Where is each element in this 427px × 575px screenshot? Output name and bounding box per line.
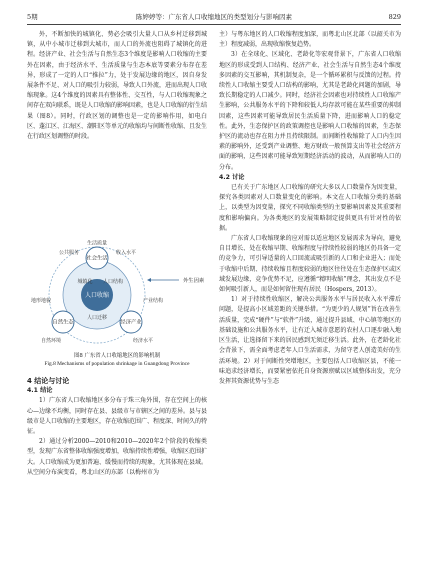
- inner-label-2: 人口结构: [102, 279, 124, 285]
- right-label: 经济产业: [120, 319, 142, 326]
- inner-label-1: 城镇化: [77, 279, 93, 285]
- issue-number: 5期: [27, 13, 38, 21]
- right-sub-1: 产业结构: [142, 298, 164, 304]
- right-column: [219, 30, 401, 387]
- body-paragraph: 2）通过分析2000—2010和2010—2020年2个阶段的收缩类型，发现广东省整体收缩强度增加，收缩持续性增强，收缩区范围扩大。人口收缩成为更加普遍、缓慢而持续的现象，尤其体现在县域。从空间分布演变看，粤北山区的东部（以梅州市为: [27, 438, 208, 476]
- section-title: 4 结论与讨论: [27, 377, 70, 385]
- subsection-title: 4.2 讨论: [219, 173, 245, 181]
- top-sub-3: 生活质量: [86, 240, 108, 247]
- external-factor-label: 外生因素: [183, 278, 205, 284]
- left-sub-1: 地形地貌: [30, 298, 52, 304]
- running-title: 陈婷婷等：广东省人口收缩地区的类型划分与影响因素: [136, 13, 292, 21]
- top-sub-2: 收入水平: [115, 250, 137, 256]
- right-sub-2: 经济水平: [132, 338, 154, 344]
- page-number: 829: [388, 13, 401, 21]
- subsection-title: 4.1 结论: [27, 387, 53, 395]
- body-paragraph: 1）广东省人口收缩地区多分布于珠三角外围，存在空间上的核心—边缘不均衡，同时存在县、县级市与市辖区之间的差异。县与县级市是人口收缩的主要地区，存在收缩范围广、程度深、时间久的特征。: [27, 397, 208, 436]
- center-label: 人口收缩: [84, 292, 110, 299]
- inner-label-3: 人口迁移: [86, 315, 108, 321]
- left-sub-2: 自然环境: [40, 338, 62, 344]
- body-paragraph: 3）在全球化、区域化、老龄化等宏观背景下，广东省人口收缩地区的形成受到人口结构、经济产业、社会生活与自然生态4个维度多因素的交互影响，其机制复杂，是一个循环累积与反馈的过程。持续性人口收缩主要受人口结构的影响，尤其是老龄化问题的加剧，导致长期稳定的人口减少。同时，经济社会因素也对持续性人口收缩产生影响，公共服务水平的下降和较低人均存款可能在某些重要的抑制因素，这些因素可能导致居民生活质量下降，进而影响人口的稳定性。此外，生态保护区的政策调控也是影响人口收缩的因素，生态保护区的流动也存在阻力并且持续限制。而间断性收缩除了人口内生因素的影响外，还受到产业调整、地方财政一般预算支出等社会经济方面的影响，这些因素可能导致短期经济活动的波动，从而影响人口的分布。: [219, 51, 401, 171]
- page-header: [27, 10, 401, 25]
- top-sub-1: 公共服务: [58, 250, 80, 256]
- body-paragraph: 已有关于广东地区人口收缩的研究大多以人口数量作为因变量，探究各类因素对人口数量变化的影响。本文在人口收缩分类的基础上，以类型为因变量，探究不同收缩类型的主要影响因素及其重要程度和影响偏向。为各类地区的发展策略制定提供更具有针对性的依据。: [219, 184, 401, 232]
- left-column-bottom: [27, 376, 207, 478]
- top-label: 社会生活: [86, 255, 108, 262]
- diagram-svg: [27, 240, 207, 348]
- body-paragraph: 1）对于持续性收缩区，解决公共服务水平与居民收入水平滞后问题，是提高小区域差距的关键举措。“为更少的人规划”旨在改善生活质量，完成“硬件”与“软件”升级，通过提升县域、中心镇等地区的基础设施和公共服务水平，让有迁入城市意愿的农村人口逐步融入地区生活，让选择留下来的居民感到无须迁移生活。此外，在老龄化社会背景下，需全面考虑老年人口生活需求，为留守老人创造美好的生活环境。2）对于间断性突增地区，主要包括人口收缩区县，不能一味追求经济增长，而要紧密依托自身资源禀赋以区域整体出发，充分发挥其资源优势与生态: [219, 296, 401, 385]
- left-column-top: [27, 30, 207, 142]
- body-paragraph: 外，不断加快的城镇化、势必会吸引大量人口从乡村迁移到城镇，从中小城市迁移到大城市，而人口的外流也阻碍了城镇化的进程。经济产业、社会生活与自然生态3个维度是影响人口收缩的主要外在因素，由于经济水平、生活质量与生态本底等要素分布存在差异，形成了一定的人口“推拉”力，处于发展边缘的地区，因自身发展条件不足、对人口的吸引力较弱，导致人口外流，进而出现人口收缩现象。这4个维度的因素具有整体性、交互性，与人口收缩现象之间存在双向联系，既是人口收缩的影响因素，也是人口收缩的衍生结果（图8）。同时，行政区划的调整也是一定的影响作用，如电白区、蓬江区、江海区、潮阳区等单元的收缩均与间断性收缩、且发生在行政区划调整的时段。: [27, 31, 208, 141]
- mechanism-diagram: [27, 240, 207, 348]
- figure-caption-cn: 图8 广东省人口收缩地区的影响机制: [73, 353, 160, 359]
- body-paragraph: 广东省人口收缩现象的应对需以适应地区发展需求为导向，避免自目增长、处在收缩早期、收缩程度与持续性较弱的地区仍具备一定的竞争力，可引导适量的人口回流或吸引新的人口和企业进入；而处于收缩中后期、持续收缩且程度较弱的地区往往处在生态保护区或区域发展边缘，竞争优势不足，应遵循“精明收缩”理念，其出发点不是如何吸引新人，而是如何留住现有居民（Hospers, 2013）。: [219, 235, 401, 294]
- external-arrow-head: [147, 278, 151, 282]
- figure-caption-en: Fig.8 Mechanisms of population shrinkage in Guangdong Province: [44, 361, 190, 367]
- body-paragraph: 主）与粤东地区的人口收缩程度加深，而粤北山区北部（以韶关市为主）程度减弱，出现收缩恢复趋势。: [219, 31, 401, 49]
- left-label: 自然生态: [52, 319, 74, 326]
